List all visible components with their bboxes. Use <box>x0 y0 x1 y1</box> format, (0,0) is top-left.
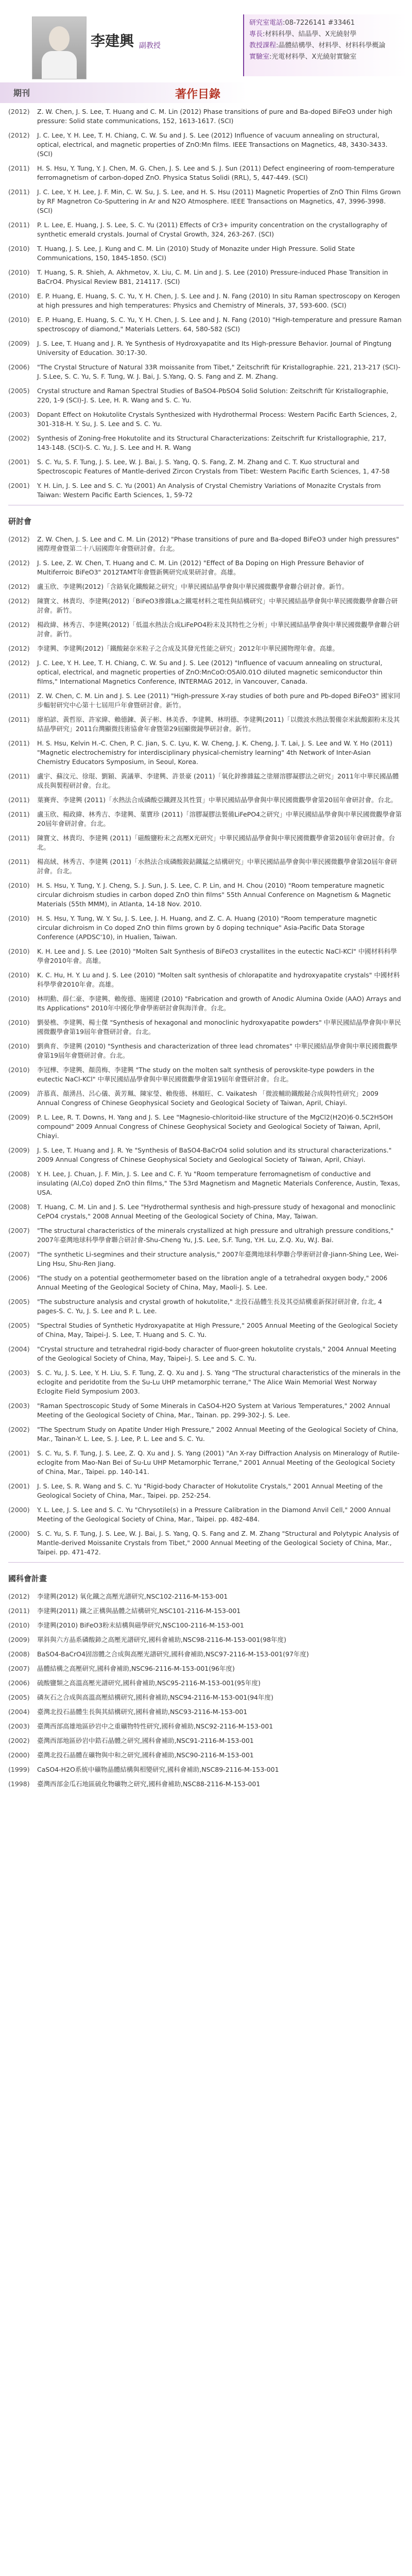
conference-entry <box>8 1018 402 1037</box>
journal-entry-text: J. C. Lee, Y. H. Lee, J. F. Min, C. W. Su, J. S. Lee, and H. S. Hsu (2011) Magnetic Properties of ZnO Thin Films Grown by RF Magnetron Co-Sputtering in Ar and N2O Atmosphere. IEEE Transactions on Magnetics, 47, 3996-3998. (SCI) <box>37 188 401 214</box>
project-entry <box>8 1679 402 1688</box>
project-entry-year: (2012) <box>8 1592 30 1600</box>
conference-entry-year: (2010) <box>8 947 30 955</box>
conference-entry-text: "Crystal structure and tetrahedral rigid-body character of fluor-green hokutolite crystals," 2004 Annual Meeting of the Geological Society of China, May, Taipei-J. S. Lee and S. C. Yu. <box>37 1345 397 1362</box>
project-entry-text: 臺灣西部高雄地區砂岩中之重礦物特性研究,國科會補助,NSC92-2116-M-153-001 <box>37 1722 273 1730</box>
conference-entry <box>8 994 402 1013</box>
conference-entry-year: (2011) <box>8 772 30 780</box>
conference-entry <box>8 1425 402 1444</box>
project-entry-text: 臺灣北投石晶體在礦物與中和之研究,國科會補助,NSC90-2116-M-153-001 <box>37 1751 254 1759</box>
conference-entry-year: (2012) <box>8 597 30 605</box>
conference-entry-year: (2012) <box>8 535 30 543</box>
project-entry-year: (2003) <box>8 1722 30 1730</box>
info-row-phone <box>249 18 403 29</box>
conference-entry-text: H. S. Hsu, Y. Tung, Y. J. Cheng, S. J. Sun, J. S. Lee, C. P. Lin, and H. Chou (2010) "Room temperature magnetic circular dichroism studies in carbon doped ZnO thin films" 55th Annual Conference on Magnetism & Magnetic Materials (55th MMM), in Atlanta, 14-18 Nov. 2010. <box>37 882 391 908</box>
project-entry-text: BaSO4-BaCrO4固溶體之合成與高壓光譜研究,國科會補助,NSC97-2116-M-153-001(97年度) <box>37 1650 309 1658</box>
journal-entry-year: (2001) <box>8 458 30 466</box>
journal-entry-year: (2010) <box>8 268 30 276</box>
journal-entry-text: J. C. Lee, Y. H. Lee, T. H. Chiang, C. W. Su and J. S. Lee (2012) Influence of vacuum annealing on structural, optical, electrical, and magnetic properties of ZnO:Mn films. IEEE Transactions on Magnetics, 48, 3430-3433. (SCI) <box>37 131 388 158</box>
conference-entry <box>8 582 402 591</box>
conference-entry-text: S. C. Yu, J. S. Lee, Y. H. Liu, S. F. Tung, Z. Q. Xu and J. S. Yang "The structural characteristics of the minerals in the eclogite and peridotite from the Su-Lu UHP metamorphic terrane," The Alice Wain Memorial West Norway Eclogite Field Symposium 2003. <box>37 1369 401 1395</box>
conference-entry <box>8 1505 402 1524</box>
conference-entry-text: 李冠樺、李建興、顏茵梅、李建興 "The study on the molten salt synthesis of perovskite-type powders in the eutectic NaCl-KCl" 中華民國結晶學會與中華民國微觀學會第19屆年會暨研討會。台北。 <box>37 1066 374 1083</box>
conference-entry-text: 葉賽齊、李建興 (2011)「水熱法合成磷酸亞鐵鋰及其性質」中華民國結晶學會與中華民國微觀學會第20屆年會研討會。台北。 <box>37 796 397 804</box>
conference-entry <box>8 644 402 653</box>
info-row-lab <box>249 52 403 63</box>
project-entry <box>8 1650 402 1659</box>
conference-entry <box>8 834 402 852</box>
conference-entry-year: (2000) <box>8 1530 30 1537</box>
info-value: 08-7226141 #33461 <box>285 19 355 27</box>
conference-entry <box>8 1250 402 1268</box>
project-entry-text: 單斜與六方晶系磷酸鈰之高壓光譜研究,國科會補助,NSC98-2116-M-153-001(98年度) <box>37 1636 286 1643</box>
project-entry-text: 李建興(2012) 氧化鐵之高壓光譜研究,NSC102-2116-M-153-001 <box>37 1592 228 1600</box>
conference-entry-text: S. C. Yu, S. F. Tung, J. S. Lee, W. J. Bai, J. S. Yang, Q. S. Fang and Z. M. Zhang "Structural and Polytypic Analysis of Mantle-derived Moissanite Crystals from Tibet," 2000 Annual Meeting of the Geological Society of China, Mar., Taipei. pp. 471-472. <box>37 1530 399 1556</box>
conference-entry <box>8 857 402 876</box>
conference-entry-text: H. S. Hsu, Y. Tung, W. Y. Su, J. S. Lee, J. H. Huang, and Z. C. A. Huang (2010) "Room temperature magnetic circular dichroism in Co doped ZnO thin films grown by δ doping technique" Asia-Pacific Data Storage Conference (APDSC'10), in Hualien, Taiwan. <box>37 914 377 941</box>
conference-entry-year: (2005) <box>8 1298 30 1306</box>
conference-entry-text: "The synthetic Li-segmines and their structure analysis," 2007年臺灣地球科學聯合學術研討會-Jiann-Shing Lee, Wei-Ling Hsu, Shu-Ren Jiang. <box>37 1250 399 1267</box>
conference-entry-year: (2012) <box>8 583 30 590</box>
conference-entry-text: "The substructure analysis and crystal growth of hokutolite," 北投石晶體生長及其亞結構重新探討研討會, 台北, 4 pages-S. C. Yu, J. S. Lee and P. L. Lee. <box>37 1298 383 1315</box>
project-entry-text: 硫酸鹽類之高溫高壓光譜研究,國科會補助,NSC95-2116-M-153-001(95年度) <box>37 1679 261 1687</box>
conference-entry <box>8 1202 402 1221</box>
conference-entry-text: Z. W. Chen, C. M. Lin and J. S. Lee (2011) "High-pressure X-ray studies of both pure and Pb-doped BiFeO3" 國家同步輻射研究中心第十七屆用戶年會暨研討會。新竹。 <box>37 692 401 709</box>
journal-entry <box>8 131 402 159</box>
conference-entry-year: (2010) <box>8 1066 30 1074</box>
journal-entry-year: (2009) <box>8 340 30 347</box>
conference-entry-text: 楊高絨、林秀吉、李建興 (2011)「水熱法合成磷酸銨鈷鐵錳之結構研究」中華民國結晶學會與中華民國微觀學會第20屆年會研討會。台北。 <box>37 858 397 875</box>
journal-entry <box>8 339 402 358</box>
journal-entry-text: Dopant Effect on Hokutolite Crystals Synthesized with Hydrothermal Process: Western Pacific Earth Sciences, 2, 301-318-H. Y. Su, J. S. Lee and S. C. Yu. <box>37 411 397 428</box>
conference-entry-year: (2011) <box>8 796 30 804</box>
conference-entry-year: (2010) <box>8 971 30 979</box>
conference-entry <box>8 715 402 734</box>
conference-entry-text: J. S. Lee, Z. W. Chen, T. Huang and C. M. Lin (2012) "Effect of Ba Doping on High Pressure Behavior of Multiferroic BiFeO3" 2012TAMT年會暨新興研究成果研討會。高雄。 <box>37 559 364 576</box>
conference-entry-text: 陳寶文、林貴均、李建興 (2011)「磁酸鹽粉末之高壓X光研究」中華民國結晶學會與中華民國微觀學會第20屆年會研討會。台北。 <box>37 834 396 851</box>
teacher-name: 李建興 <box>91 32 134 49</box>
conference-entry-year: (2000) <box>8 1506 30 1514</box>
conference-title: 研討會 <box>8 517 32 526</box>
conference-entry-year: (2002) <box>8 1426 30 1433</box>
conference-entry <box>8 810 402 828</box>
journal-entry <box>8 292 402 310</box>
conference-entry-year: (2009) <box>8 1113 30 1121</box>
project-entry <box>8 1664 402 1673</box>
conference-entry <box>8 1170 402 1197</box>
conference-entry-text: J. S. Lee, T. Huang and J. R. Ye "Synthesis of BaSO4-BaCrO4 solid solution and its structural characterizations." 2009 Annual Congress of Chinese Geophysical Society and Geological Society of Taiwan, April, Chiayi. <box>37 1146 392 1163</box>
journal-entry <box>8 315 402 334</box>
project-entry-year: (2007) <box>8 1665 30 1672</box>
conference-entry <box>8 947 402 965</box>
project-entry-year: (2008) <box>8 1650 30 1658</box>
project-entry <box>8 1621 402 1630</box>
project-entry-year: (2002) <box>8 1737 30 1744</box>
journal-entry <box>8 244 402 263</box>
conference-entry-text: Y. H. Lee, J. Chuan, J. F. Min, J. S. Lee and C. F. Yu "Room temperature ferromagnetism of conductive and insulating (Al,Co) doped ZnO thin films," The 53rd Magnetism and Magnetic Materials Conference, Austin, Texas, USA. <box>37 1170 400 1196</box>
conference-entry-text: "Spectral Studies of Synthetic Hydroxyapatite at High Pressure," 2005 Annual Meeting of the Geological Society of China, May, Taipei-J. S. Lee, T. Huang and S. C. Yu. <box>37 1321 398 1338</box>
conference-entry-text: H. S. Hsu, Kelvin H.-C. Chen, P. C. Jian, S. C. Lyu, K. W. Cheng, J. K. Cheng, J. T. Lai, J. S. Lee and W. Y. Ho (2011) "Magnetic electrochemistry for interdisciplinary physical-chemistry learning" 4th Network of Inter-Asian Chemistry Educators Symposium, in Seoul, Korea. <box>37 739 392 766</box>
conference-entry <box>8 1345 402 1363</box>
project-entry-text: CaSO4-H2O系統中礦物晶體結構與相變研究,國科會補助,NSC89-2116-M-153-001 <box>37 1766 279 1773</box>
journal-entry <box>8 268 402 286</box>
conference-entry <box>8 795 402 805</box>
info-key: 教授課程 <box>249 42 277 49</box>
project-entry-year: (1998) <box>8 1780 30 1788</box>
journal-entry-text: S. C. Yu, S. F. Tung, J. S. Lee, W. J. Bai, J. S. Yang, Q. S. Fang, Z. M. Zhang and C. T. Kuo structural and Spectroscopic Features of Mantle-derived Zircon Crystals from Tibet: Western Pacific Earth Sciences, 1, 47-58 <box>37 458 390 475</box>
journal-entry-year: (2003) <box>8 411 30 418</box>
journal-entry <box>8 363 402 381</box>
project-entry-year: (2004) <box>8 1708 30 1716</box>
project-entry-year: (2005) <box>8 1693 30 1701</box>
project-entry-text: 李建興(2010) BiFeO3粉末結構與磁學研究,NSC100-2116-M-153-001 <box>37 1621 244 1629</box>
conference-entry <box>8 1368 402 1396</box>
conference-entry-year: (2012) <box>8 621 30 629</box>
conference-entry-text: "Raman Spectroscopic Study of Some Minerals in CaSO4-H2O System at Various Temperatures," 2002 Annual Meeting of the Geological Society of China, Mar., Tainan. pp. 299-302-J. S. Lee. <box>37 1402 390 1419</box>
conference-entry-text: 李建興、李建興(2012)「鐵酸鉍奈米粒子之合成及其發光性能之研究」2012年中華民國物理年會。高雄。 <box>37 645 339 652</box>
conference-entry-year: (2003) <box>8 1402 30 1410</box>
project-entry-text: 磷灰石之合成與高溫高壓結構研究,國科會補助,NSC94-2116-M-153-001(94年度) <box>37 1693 273 1701</box>
journal-entry-text: E. P. Huang, E. Huang, S. C. Yu, Y. H. Chen, J. S. Lee and J. N. Fang (2010) "High-temperature and pressure Raman spectroscopy of diamond," Materials Letters. 64, 580-582 (SCI) <box>37 316 402 333</box>
conference-entry-year: (2011) <box>8 810 30 818</box>
journal-entry-text: J. S. Lee, T. Huang and J. R. Ye Synthesis of Hydroxyapatite and Its High-pressure Behavior. Journal of Pingtung University of Education. 30:17-30. <box>37 340 392 357</box>
conference-entry-year: (2006) <box>8 1274 30 1282</box>
project-entry-year: (2000) <box>8 1751 30 1759</box>
section-heading: 著作目錄 <box>175 88 221 101</box>
conference-entry-text: 盧玉欣、楊政緯、林秀吉、李建興、葉寶珍 (2011)「溶膠凝膠法製備LiFePO4之研究」中華民國結晶學會與中華民國微觀學會第20屆年會研討會。台北。 <box>37 810 402 827</box>
journal-entry-year: (2006) <box>8 363 30 371</box>
conference-entry-year: (2009) <box>8 1146 30 1154</box>
conference-entry <box>8 658 402 686</box>
project-entry-year: (2010) <box>8 1621 30 1629</box>
conference-entry <box>8 772 402 790</box>
journal-entry-text: Z. W. Chen, J. S. Lee, T. Huang and C. M. Lin (2012) Phase transitions of pure and Ba-doped BiFeO3 under high pressure: Solid state communications, 152, 1613-1617. (SCI) <box>37 108 392 125</box>
journal-entry-text: T. Huang, S. R. Shieh, A. Akhmetov, X. Liu, C. M. Lin and J. S. Lee (2010) Pressure-induced Phase Transition in BaCrO4. Physical Review B81, 214117. (SCI) <box>37 268 388 285</box>
conference-entry-year: (2011) <box>8 716 30 723</box>
divider <box>8 1562 404 1563</box>
journal-entry-year: (2011) <box>8 221 30 229</box>
conference-entry-year: (2001) <box>8 1449 30 1457</box>
project-entry-year: (2006) <box>8 1679 30 1687</box>
conference-entry-year: (2010) <box>8 995 30 1003</box>
journal-entry-text: H. S. Hsu, Y. Tung, Y. J. Chen, M. G. Chen, J. S. Lee and S. J. Sun (2011) Defect engineering of room-temperature ferromagnetism of carbon-doped ZnO. Physica Status Solidi (RRL), 5, 447-449. (SCI) <box>37 164 395 181</box>
journal-entry-year: (2012) <box>8 108 30 115</box>
journal-entry <box>8 164 402 182</box>
journal-entry <box>8 221 402 239</box>
conference-entry-year: (2011) <box>8 858 30 866</box>
info-key: 實驗室 <box>249 53 270 61</box>
conference-entry <box>8 881 402 909</box>
journal-entry-year: (2012) <box>8 131 30 139</box>
project-entry-year: (2011) <box>8 1607 30 1615</box>
journal-entry-text: Crystal structure and Raman Spectral Studies of BaSO4-PbSO4 Solid Solution: Zeitschrift für Kristallographie, 220, 1-9 (SCI)-J. S. Lee, H. R. Wang and S. C. Yu. <box>37 387 389 404</box>
project-entry-text: 臺灣西部金瓜石地區硫化物礦物之研究,國科會補助,NSC88-2116-M-153-001 <box>37 1780 261 1788</box>
conference-entry-year: (2007) <box>8 1250 30 1258</box>
conference-entry-year: (2012) <box>8 659 30 667</box>
journal-entry-year: (2002) <box>8 434 30 442</box>
conference-entry <box>8 1529 402 1557</box>
journal-entry <box>8 107 402 126</box>
conference-entry <box>8 1321 402 1340</box>
conference-entry <box>8 1089 402 1108</box>
conference-entry <box>8 620 402 639</box>
conference-entry <box>8 1274 402 1292</box>
project-entry <box>8 1707 402 1717</box>
conference-entry-text: K. H. Lee and J. S. Lee (2010) "Molten Salt Synthesis of BiFeO3 crystallites in the eutectic NaCl-KCl" 中國材料科學學會2010年會。高雄。 <box>37 947 397 964</box>
conference-list <box>0 531 412 1557</box>
conference-entry-year: (2001) <box>8 1482 30 1490</box>
conference-entry-year: (2011) <box>8 692 30 700</box>
conference-entry-text: Y. L. Lee, J. S. Lee and S. C. Yu "Chrysotile(s) in a Pressure Calibration in the Diamond Anvil Cell," 2000 Annual Meeting of the Geological Society of China, Mar., Taipei. pp. 482-484. <box>37 1506 391 1523</box>
info-sep: : <box>276 42 279 49</box>
conference-entry-year: (2005) <box>8 1321 30 1329</box>
project-entry <box>8 1693 402 1702</box>
conference-entry-text: "The structural characteristics of the minerals crystallized at high pressure and ultrahigh pressure conditions," 2007年臺灣地球科學學會聯合研討會-Shu-Cheng Yu, J.S. Lee, S.F. Tung, Y.H. Lu, Z.Q. Xu, W.J. Bai. <box>37 1227 394 1244</box>
publications-section-bar <box>0 82 412 103</box>
conference-entry <box>8 1113 402 1141</box>
conference-entry-year: (2011) <box>8 834 30 842</box>
conference-entry <box>8 1449 402 1477</box>
conference-entry-text: 劉典育、李建興 (2010) "Synthesis and characterization of three lead chromates" 中華民國結晶學會與中華民國微觀學會第19屆年會暨研討會。台北。 <box>37 1042 398 1059</box>
projects-title: 國科會計畫 <box>8 1574 47 1583</box>
conference-entry-year: (2004) <box>8 1345 30 1353</box>
project-entry <box>8 1780 402 1789</box>
journal-entry-text: Y. H. Lin, J. S. Lee and S. C. Yu (2001) An Analysis of Crystal Chemistry Variations of Monazite Crystals from Taiwan: Western Pacific Earth Sciences, 1, 59-72 <box>37 482 381 499</box>
conference-entry <box>8 1482 402 1500</box>
conference-entry-text: 陳寶文、林貴均、李建興(2012)「BiFeO3摻雜La之鐵電材料之電性與結構研究」中華民國結晶學會與中華民國微觀學會聯合研討會。新竹。 <box>37 597 398 614</box>
journal-entry-text: Synthesis of Zoning-free Hokutolite and its Structural Characterizations: Zeitschrift fur Kristallographie, 217, 143-148. (SCI)-S. C. Yu, J. S. Lee and H. R. Wang <box>37 434 387 451</box>
conference-entry-text: 許慕真、顏湧昌、呂心儀、黃芳珮、陳家瑩、賴俊德、林順旺、C. Vaikatesh 「微波輔助鐵酸鉍合成與特性研究」2009 Annual Congress of Chinese Geophysical Society and Geological Society of Taiwan, April, Chiayi. <box>37 1090 379 1107</box>
journal-entry-year: (2010) <box>8 316 30 324</box>
info-value: 晶體結構學、材料學、材料科學概論 <box>278 42 386 49</box>
conference-entry-text: 楊政緯、林秀吉、李建興(2012)「低溫水熱法合成LiFePO4粉末及其特性之分析」中華民國結晶學會與中華民國微觀學會聯合研討會。新竹。 <box>37 621 400 638</box>
project-entry-year: (1999) <box>8 1766 30 1773</box>
conference-entry-year: (2012) <box>8 559 30 567</box>
project-entry <box>8 1736 402 1745</box>
journal-entry-year: (2001) <box>8 482 30 489</box>
section-label-journals: 期刊 <box>13 88 30 98</box>
conference-entry-text: "The study on a potential geothermometer based on the libration angle of a tetrahedral oxygen body," 2006 Annual Meeting of the Geological Society of China, May, Maoli-J. S. Lee. <box>37 1274 388 1291</box>
info-sep: : <box>269 53 272 61</box>
conference-entry <box>8 1401 402 1420</box>
conference-entry <box>8 597 402 615</box>
info-value: 光電材料學、X光繞射實驗室 <box>271 53 357 61</box>
conference-entry-text: T. Huang, C. M. Lin and J. S. Lee "Hydrothermal synthesis and high-pressure study of hexagonal and monoclinic CePO4 crystals," 2008 Annual Meeting of the Geological Society of China, May, Taiwan. <box>37 1203 396 1220</box>
info-row-courses <box>249 40 403 52</box>
conference-entry <box>8 971 402 989</box>
conference-entry-text: J. C. Lee, Y. H. Lee, T. H. Chiang, C. W. Su and J. S. Lee (2012) "Influence of vacuum annealing on structural, optical, electrical, and magnetic properties of ZnO:MnCoO:O5Al0.01O diluted magnetic semiconductor thin films," International Magnetics Conference, INTERMAG 2012, in Vancouver, Canada. <box>37 659 383 685</box>
journal-entry-year: (2005) <box>8 387 30 395</box>
conference-entry-text: 劉晏樵、李建興、楊士傑 "Synthesis of hexagonal and monoclinic hydroxyapatite powders" 中華民國結晶學會與中華民國微觀學會第19屆年會暨研討會。台北。 <box>37 1019 401 1036</box>
journal-entry <box>8 457 402 476</box>
journal-entry-text: T. Huang, J. S. Lee, J. Kung and C. M. Lin (2010) Study of Monazite under High Pressure. Solid State Communications, 150, 1845-1850. (SCI) <box>37 245 355 262</box>
journal-entry <box>8 188 402 215</box>
conference-entry-text: J. S. Lee, S. R. Wang and S. C. Yu "Rigid-body Character of Hokutolite Crystals," 2001 Annual Meeting of the Geological Society of China, Mar., Taipei. pp. 252-254. <box>37 1482 383 1499</box>
project-entry-year: (2009) <box>8 1636 30 1643</box>
journal-entry-year: (2010) <box>8 292 30 300</box>
conference-entry <box>8 535 402 553</box>
info-panel <box>243 14 408 76</box>
project-entry <box>8 1635 402 1645</box>
project-entry-text: 李建興(2011) 鐵之正構與晶體之結構研究,NSC101-2116-M-153-001 <box>37 1607 241 1615</box>
project-entry <box>8 1765 402 1774</box>
conference-entry <box>8 739 402 767</box>
journal-entry-text: P. L. Lee, E. Huang, J. S. Lee, S. C. Yu (2011) Effects of Cr3+ impurity concentration on the crystallography of synthetic emerald crystals. Journal of Crystal Growth, 324, 263-267. (SCI) <box>37 221 387 238</box>
journal-entry-text: E. P. Huang, E. Huang, S. C. Yu, Y. H. Chen, J. S. Lee and J. N. Fang (2010) In situ Raman spectroscopy on Kerogen at high pressures and high temperatures: Physics and Chemistry of Minerals, 37, 593-600. (SCI) <box>37 292 400 309</box>
conference-entry-text: 廖柏諺、黃哲原、許家緯、賴德鍊、黃子彬、林美香、李建興、林明德、李建興(2011)「以微波水熱法製備奈米鈦酸鋇粉末及其結晶學研究」2011台灣顯微技術協會年會暨第29屆顯微鏡學研討會。新竹。 <box>37 716 400 733</box>
conference-entry-year: (2011) <box>8 739 30 747</box>
info-key: 研究室電話 <box>249 19 283 27</box>
profile-header <box>0 0 412 62</box>
teacher-rank: 副教授 <box>139 42 161 50</box>
conference-entry-year: (2010) <box>8 1019 30 1026</box>
conference-entry-text: Z. W. Chen, J. S. Lee and C. M. Lin (2012) "Phase transitions of pure and Ba-doped BiFeO3 under high pressures" 國際理會暨第二十八屆國際年會暨研討會。台北。 <box>37 535 399 552</box>
info-sep: : <box>263 30 265 38</box>
journal-entry <box>8 386 402 405</box>
conference-entry-year: (2003) <box>8 1369 30 1377</box>
conference-entry <box>8 1065 402 1084</box>
project-entry <box>8 1606 402 1616</box>
conference-entry-year: (2007) <box>8 1227 30 1234</box>
conference-entry <box>8 691 402 710</box>
conference-entry <box>8 1226 402 1245</box>
conference-entry-text: "The Spectrum Study on Apatite Under High Pressure," 2002 Annual Meeting of the Geological Society of China, Mar., Tainan-Y. L. Lee, S. J. Lee, P. L. Lee and S. C. Yu. <box>37 1426 399 1443</box>
conference-entry-year: (2010) <box>8 914 30 922</box>
conference-entry-text: 盧宇、蘇汶元、徐琨、劉穎、黃議華、李建興、許景豪 (2011)「氧化鋅摻雜錳之塗層溶膠凝膠法之研究」2011年中華民國晶體成長與製程研討會。台北。 <box>37 772 399 789</box>
journal-entry <box>8 481 402 500</box>
info-value: 材料科學、結晶學、X光繞射學 <box>265 30 357 38</box>
project-entry <box>8 1722 402 1731</box>
conference-entry-year: (2008) <box>8 1203 30 1211</box>
conference-entry-text: 盧玉欣、李建興(2012)「含鉻氧化鐵酸鉍之研究」中華民國結晶學會與中華民國微觀學會聯合研討會。新竹。 <box>37 583 349 590</box>
conference-entry <box>8 1042 402 1060</box>
conference-entry <box>8 1297 402 1316</box>
journal-entry <box>8 410 402 429</box>
projects-list <box>0 1588 412 1789</box>
conference-entry-year: (2009) <box>8 1090 30 1097</box>
photo-head-shape <box>49 26 70 51</box>
project-entry-text: 晶體結構之高壓研究,國科會補助,NSC96-2116-M-153-001(96年度) <box>37 1665 235 1672</box>
conference-entry-year: (2008) <box>8 1170 30 1178</box>
conference-entry <box>8 1146 402 1164</box>
project-entry-text: 臺灣北投石晶體生長與其結構研究,國科會補助,NSC93-2116-M-153-001 <box>37 1708 248 1716</box>
profile-photo <box>32 16 87 79</box>
journal-entry-year: (2010) <box>8 245 30 252</box>
conference-entry <box>8 914 402 942</box>
conference-entry-text: P. L. Lee, R. T. Downs, H. Yang and J. S. Lee "Magnesio-chloritoid-like structure of the MgCl2(H2O)6·0.5C2H5OH compound" 2009 Annual Congress of Chinese Geophysical Society and Geological Society of Taiwan, April, Chiayi. <box>37 1113 393 1140</box>
project-entry <box>8 1751 402 1760</box>
journal-entry <box>8 434 402 452</box>
info-sep: : <box>283 19 285 27</box>
conference-entry <box>8 558 402 577</box>
info-row-expertise <box>249 29 403 40</box>
photo-body-shape <box>42 51 77 79</box>
conference-entry-year: (2010) <box>8 1042 30 1050</box>
project-entry-text: 臺灣西部地區砂岩中鋯石晶體之研究,國科會補助,NSC91-2116-M-153-001 <box>37 1737 254 1744</box>
conference-entry-year: (2010) <box>8 882 30 889</box>
journal-list <box>0 103 412 500</box>
name-box <box>91 30 161 50</box>
conference-entry-text: K. C. Hu, H. Y. Lu and J. S. Lee (2010) "Molten salt synthesis of chlorapatite and hydroxyapatite crystals" 中國材料科學學會2010年會。高雄。 <box>37 971 400 988</box>
conference-entry-year: (2012) <box>8 645 30 652</box>
info-key: 專長 <box>249 30 263 38</box>
journal-entry-text: "The Crystal Structure of Natural 33R moissanite from Tibet," Zeitschrift für Kristallographie. 221, 213-217 (SCI)-J. S.Lee, S. C. Yu, S. F. Tung, W. J. Bai, J. S.Yang, Q. S. Fang and Z. M. Zhang. <box>37 363 401 380</box>
project-entry <box>8 1592 402 1601</box>
journal-entry-year: (2011) <box>8 188 30 196</box>
conference-entry-text: S. C. Yu, S. F. Tung, J. S. Lee, Z. Q. Xu and J. S. Yang (2001) "An X-ray Diffraction Analysis on Mineralogy of Rutile-eclogite from Mao-Nan Bei of Su-Lu UHP Metamorphic Terrane," 2001 Annual Meeting of the Geological Society of China, Mar., Taipei. pp. 140-141. <box>37 1449 400 1476</box>
journal-entry-year: (2011) <box>8 164 30 172</box>
conference-entry-text: 林明勳、薛仁豪、李建興、賴俊德、施國建 (2010) "Fabrication and growth of Anodic Alumina Oxide (AAO) Arrays and Its Applications" 2010年中國化學會學術研討會與海洋會。台北。 <box>37 995 401 1012</box>
